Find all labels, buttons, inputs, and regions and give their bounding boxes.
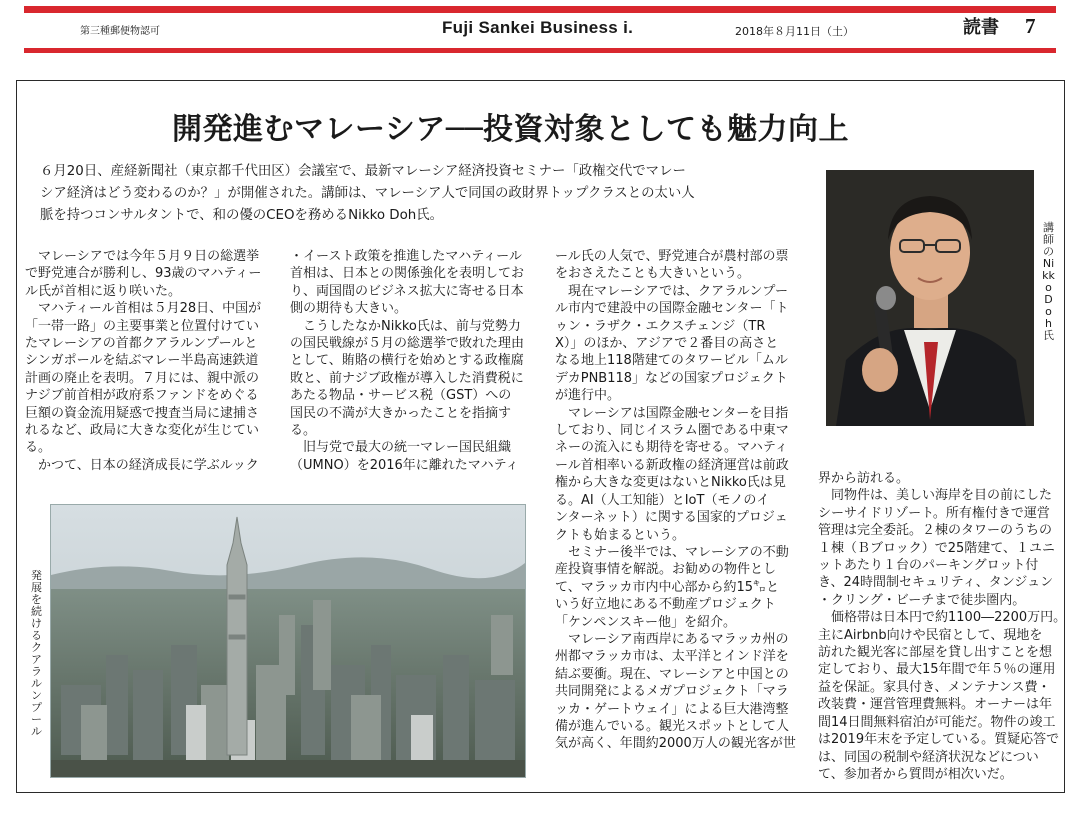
body-text-line: なる地上118階建てのタワービル「ムル xyxy=(555,353,788,369)
body-text-line: 「ケンペンスキー他」を紹介。 xyxy=(555,614,736,630)
section-name: 読書 xyxy=(963,17,999,38)
lead-line-3: 脈を持つコンサルタントで、和の優のCEOを務めるNikko Doh氏。 xyxy=(40,208,444,223)
body-text-line: 州都マラッカ市は、太平洋とインド洋を xyxy=(555,649,789,665)
body-text-line: デカPNB118」などの国家プロジェクト xyxy=(555,370,788,386)
body-text-line: マレーシアでは今年５月９日の総選挙 xyxy=(25,249,260,264)
body-text-line: マレーシア南西岸にあるマラッカ州の xyxy=(555,631,789,647)
body-text-line: 計画の廃止を表明。７月には、親中派の xyxy=(25,370,260,386)
body-column-2 xyxy=(290,248,538,474)
body-text-line: 間14日間無料宿泊が可能だ。物件の竣工 xyxy=(818,714,1056,730)
city-photo-caption: 発展を続けるクアラルンプール xyxy=(31,569,42,738)
article-headline: 開発進むマレーシア──投資対象としても魅力向上 xyxy=(172,112,850,147)
body-text-line: 備が進んでいる。観光スポットとして人 xyxy=(555,718,790,734)
header-bottom-rule xyxy=(24,48,1056,53)
body-text-line: 価格帯は日本円で約1100―2200万円。 xyxy=(818,610,1067,626)
body-text-line: 権から大きな変更はないとNikko氏は見 xyxy=(555,475,786,491)
body-column-3 xyxy=(555,248,805,753)
body-text-line: 気が高く、年間約2000万人の観光客が世 xyxy=(555,736,796,752)
body-text-line: 首相は、日本との関係強化を表明してお xyxy=(290,266,525,282)
body-text-line: は2019年末を予定している。質疑応答で xyxy=(818,732,1060,748)
body-text-line: 改装費・運営管理費無料。オーナーは年 xyxy=(818,697,1053,713)
body-text-line: 敗と、前ナジブ政権が導入した消費税に xyxy=(290,370,524,386)
body-text-line: 管理は完全委託。２棟のタワーのうちの xyxy=(818,523,1053,539)
body-text-line: 結ぶ要衝。現在、マレーシアと中国との xyxy=(555,666,789,682)
body-column-4 xyxy=(818,470,1067,783)
body-text-line: ットあたり１台のパーキングロット付 xyxy=(818,558,1039,574)
body-text-line: 側の期待も大きい。 xyxy=(290,301,408,317)
body-text-line: １棟（Ｂブロック）で25階建て、１ユニ xyxy=(818,540,1056,556)
body-text-line: こうしたなかNikko氏は、前与党勢力 xyxy=(290,318,521,334)
body-text-line: で野党連合が勝利し、93歳のマハティー xyxy=(25,266,262,282)
body-text-line: 「一帯一路」の主要事業と位置付けてい xyxy=(25,318,260,334)
body-text-line: セミナー後半では、マレーシアの不動 xyxy=(555,544,789,560)
speaker-portrait-photo xyxy=(826,170,1034,426)
body-text-line: ール首相率いる新政権の経済運営は前政 xyxy=(555,457,789,473)
body-text-line: ・クリング・ビーチまで徒歩圏内。 xyxy=(818,592,1026,608)
body-text-line: の国民戦線が５月の総選挙で敗れた理由 xyxy=(290,336,525,352)
page-number: 7 xyxy=(1025,14,1036,38)
body-text-line: ・イースト政策を推進したマハティール xyxy=(290,249,522,264)
kuala-lumpur-photo xyxy=(50,504,526,778)
body-text-line: る。AI（人工知能）とIoT（モノのイ xyxy=(555,492,770,508)
body-text-line: ル氏が首相に返り咲いた。 xyxy=(25,283,182,299)
body-text-line: 益を保証。家具付き、メンテナンス費・ xyxy=(818,679,1051,695)
body-text-line: れるなど、政局に大きな変化が生じてい xyxy=(25,423,260,439)
body-text-line: をおさえたことも大きいという。 xyxy=(555,266,751,282)
body-text-line: ゥン・ラザク・エクスチェンジ（TR xyxy=(555,318,766,334)
body-text-line: 現在マレーシアでは、クアラルンプー xyxy=(555,283,789,299)
body-text-line: 産投資事情を解説。お勧めの物件とし xyxy=(555,562,777,578)
city-skyline-image xyxy=(51,505,525,777)
body-text-line: として、賄賂の横行を始めとする政権腐 xyxy=(290,353,524,369)
portrait-caption: 講師のNikko Doh氏 xyxy=(1042,221,1055,342)
postal-permit: 第三種郵便物認可 xyxy=(80,26,160,37)
body-text-line: かつて、日本の経済成長に学ぶルック xyxy=(25,457,259,473)
body-text-line: き、24時間制セキュリティ、タンジュン xyxy=(818,575,1054,591)
body-text-line: ナジブ前首相が政府系ファンドをめぐる xyxy=(25,388,259,404)
body-text-line: ル市内で建設中の国際金融センター「ト xyxy=(555,301,789,317)
body-text-line: たマレーシアの首都クアラルンプールと xyxy=(25,336,258,352)
body-text-line: X）」のほか、アジアで２番目の高さと xyxy=(555,336,779,352)
body-text-line: 国民の不満が大きかったことを指摘す xyxy=(290,405,512,421)
body-text-line: マレーシアは国際金融センターを目指 xyxy=(555,405,789,421)
body-text-line: 同物件は、美しい海岸を目の前にした xyxy=(818,488,1053,504)
body-text-line: マハティール首相は５月28日、中国が xyxy=(25,301,262,317)
issue-date: 2018年８月11日（土） xyxy=(735,25,854,38)
body-text-line: 巨額の資金流用疑惑で捜査当局に逮捕さ xyxy=(25,405,260,421)
body-text-line: シーサイドリゾート。所有権付きで運営 xyxy=(818,505,1050,521)
body-column-1 xyxy=(25,248,273,474)
body-text-line: は、同国の税制や経済状況などについ xyxy=(818,749,1039,765)
body-text-line: て、参加者から質問が相次いだ。 xyxy=(818,766,1013,782)
body-text-line: て、マラッカ市内中心部から約15㌔と xyxy=(555,579,780,595)
body-text-line: クトも始まるという。 xyxy=(555,527,686,543)
body-text-line: 界から訪れる。 xyxy=(818,471,910,486)
body-text-line: ッカ・ゲートウェイ」による巨大港湾整 xyxy=(555,701,789,717)
header-top-rule xyxy=(24,6,1056,13)
body-text-line: ンターネット）に関する国家的プロジェ xyxy=(555,510,788,526)
newspaper-name: Fuji Sankei Business i. xyxy=(442,18,634,37)
body-text-line: ール氏の人気で、野党連合が農村部の票 xyxy=(555,249,789,264)
body-text-line: る。 xyxy=(290,423,317,439)
body-text-line: いう好立地にある不動産プロジェクト xyxy=(555,597,776,613)
body-text-line: 主にAirbnb向けや民宿として、現地を xyxy=(818,627,1043,643)
body-text-line: る。 xyxy=(25,440,52,456)
body-text-line: ネーの流入にも期待を寄せる。マハティ xyxy=(555,440,788,456)
lead-line-1: ６月20日、産経新聞社（東京都千代田区）会議室で、最新マレーシア経済投資セミナー「政権交代でマレー xyxy=(40,164,686,179)
body-text-line: 定しており、最大15年間で年５％の運用 xyxy=(818,662,1056,678)
body-text-line: り、両国間のビジネス拡大に寄せる日本 xyxy=(290,283,524,299)
body-text-line: 訪れた観光客に部屋を貸し出すことを想 xyxy=(818,645,1053,661)
body-text-line: （UMNO）を2016年に離れたマハティ xyxy=(290,457,519,473)
body-text-line: が進行中。 xyxy=(555,388,621,404)
body-text-line: あたる物品・サービス税（GST）への xyxy=(290,388,512,404)
body-text-line: しており、同じイスラム圏である中東マ xyxy=(555,423,789,439)
body-text-line: シンガポールを結ぶマレー半島高速鉄道 xyxy=(25,353,259,369)
body-text-line: 共同開発によるメガプロジェクト「マラ xyxy=(555,684,789,700)
body-text-line: 旧与党で最大の統一マレー国民組織 xyxy=(290,440,512,456)
lead-line-2: シア経済はどう変わるのか？」が開催された。講師は、マレーシア人で同国の政財界トップクラスとの太い人 xyxy=(40,186,695,201)
speaker-portrait-image xyxy=(826,170,1034,426)
